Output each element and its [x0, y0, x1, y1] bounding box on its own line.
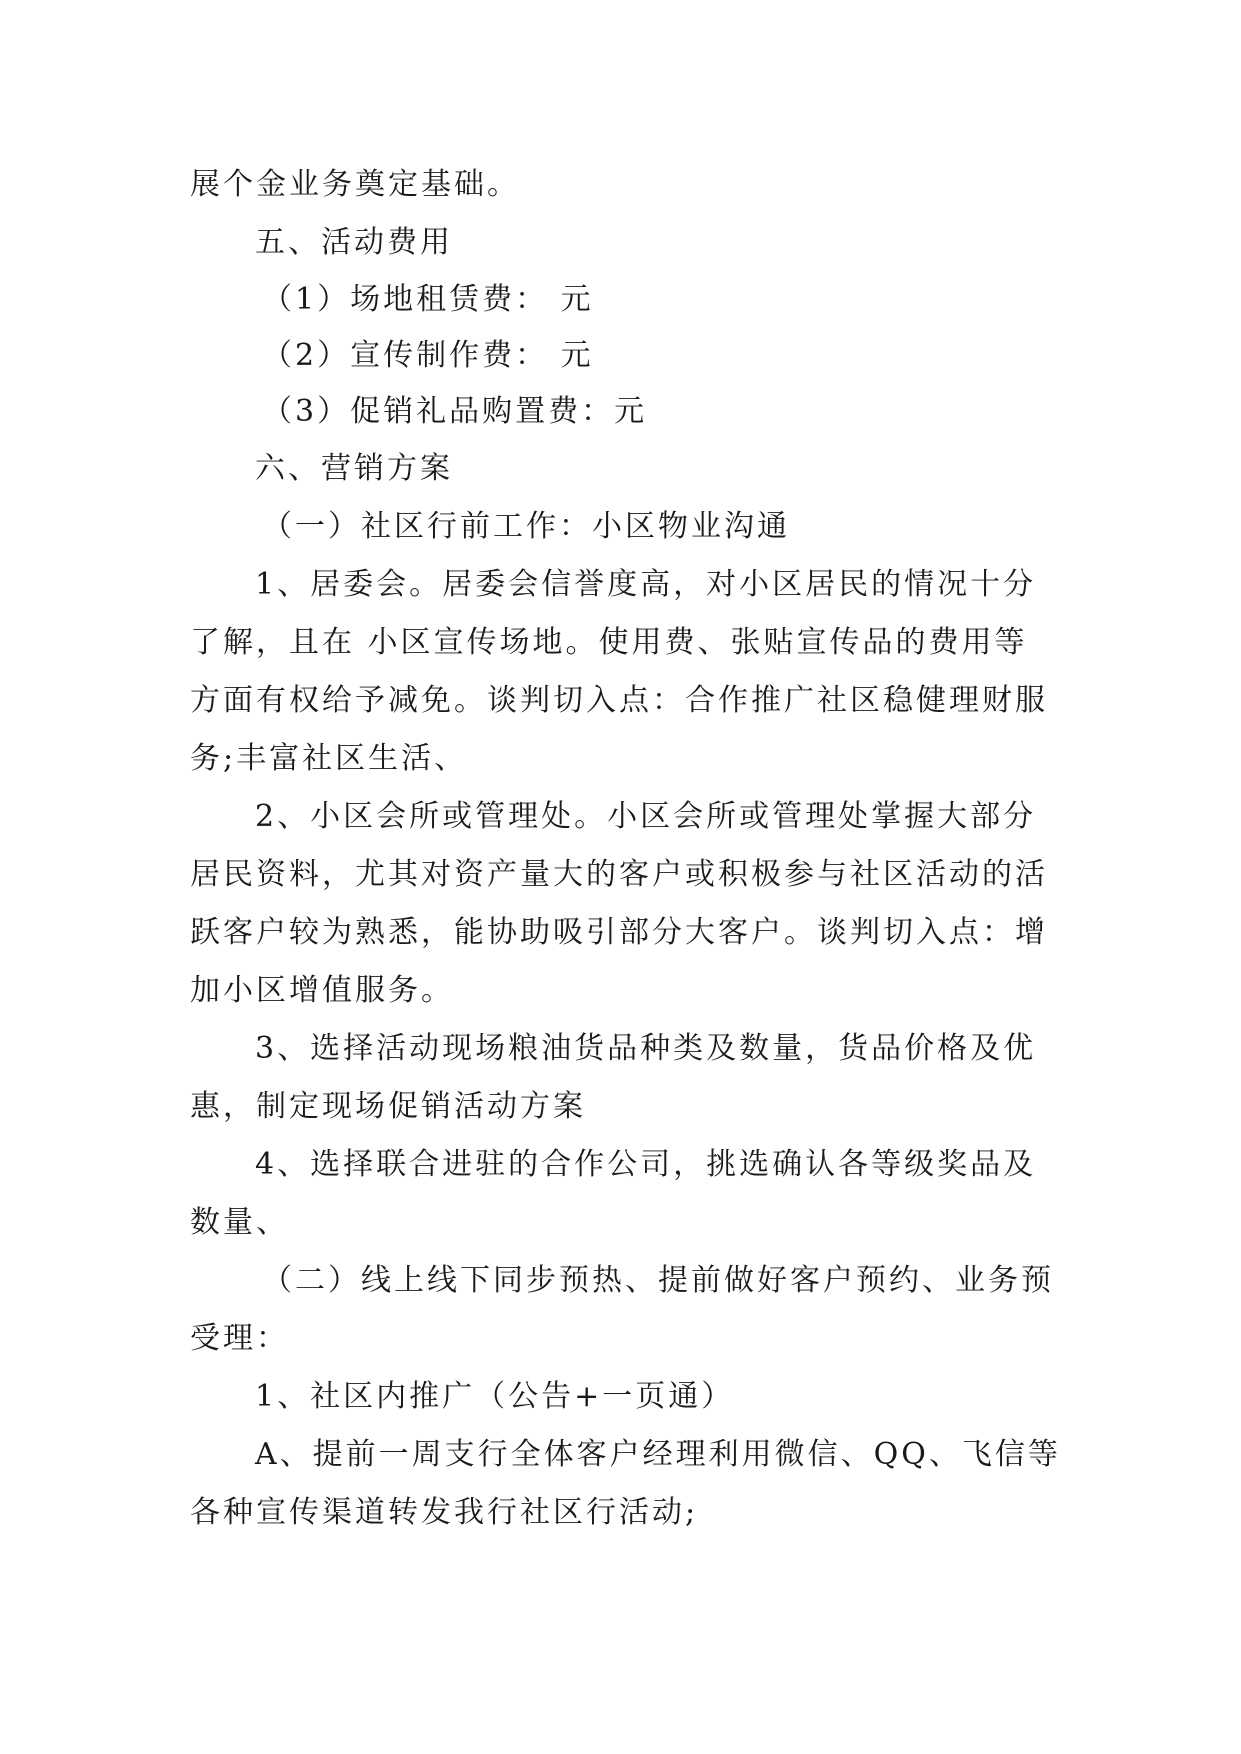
text-line: 3、选择活动现场粮油货品种类及数量，货品价格及优 — [255, 1031, 1037, 1066]
text-line: 加小区增值服务。 — [190, 973, 454, 1008]
text-line: A、提前一周支行全体客户经理利用微信、QQ、飞信等 — [255, 1437, 1061, 1472]
text-line: 数量、 — [190, 1205, 289, 1240]
text-line: 惠，制定现场促销活动方案 — [190, 1089, 586, 1124]
text-line: 居民资料，尤其对资产量大的客户或积极参与社区活动的活 — [190, 857, 1048, 892]
text-line: 受理： — [190, 1321, 289, 1356]
text-line: 展个金业务奠定基础。 — [190, 167, 520, 202]
section-heading: 六、营销方案 — [255, 451, 453, 486]
text-line: （3）促销礼品购置费：元 — [262, 394, 648, 429]
text-line: 2、小区会所或管理处。小区会所或管理处掌握大部分 — [255, 799, 1037, 834]
text-line: 1、社区内推广（公告+一页通） — [255, 1379, 735, 1414]
text-line: 1、居委会。居委会信誉度高，对小区居民的情况十分 — [255, 567, 1037, 602]
text-line: 了解，且在 小区宣传场地。使用费、张贴宣传品的费用等 — [190, 625, 1028, 660]
text-line: 4、选择联合进驻的合作公司，挑选确认各等级奖品及 — [255, 1147, 1037, 1182]
section-heading: 五、活动费用 — [255, 225, 453, 260]
subsection-heading: （一）社区行前工作：小区物业沟通 — [262, 509, 790, 544]
text-line: 务;丰富社区生活、 — [190, 741, 468, 776]
text-line: 方面有权给予减免。谈判切入点：合作推广社区稳健理财服 — [190, 683, 1048, 718]
text-line: 跃客户较为熟悉，能协助吸引部分大客户。谈判切入点：增 — [190, 915, 1048, 950]
text-line: （2）宣传制作费： 元 — [262, 338, 594, 373]
subsection-heading: （二）线上线下同步预热、提前做好客户预约、业务预 — [262, 1263, 1054, 1298]
text-line: 各种宣传渠道转发我行社区行活动; — [190, 1495, 699, 1530]
text-line: （1）场地租赁费： 元 — [262, 282, 594, 317]
